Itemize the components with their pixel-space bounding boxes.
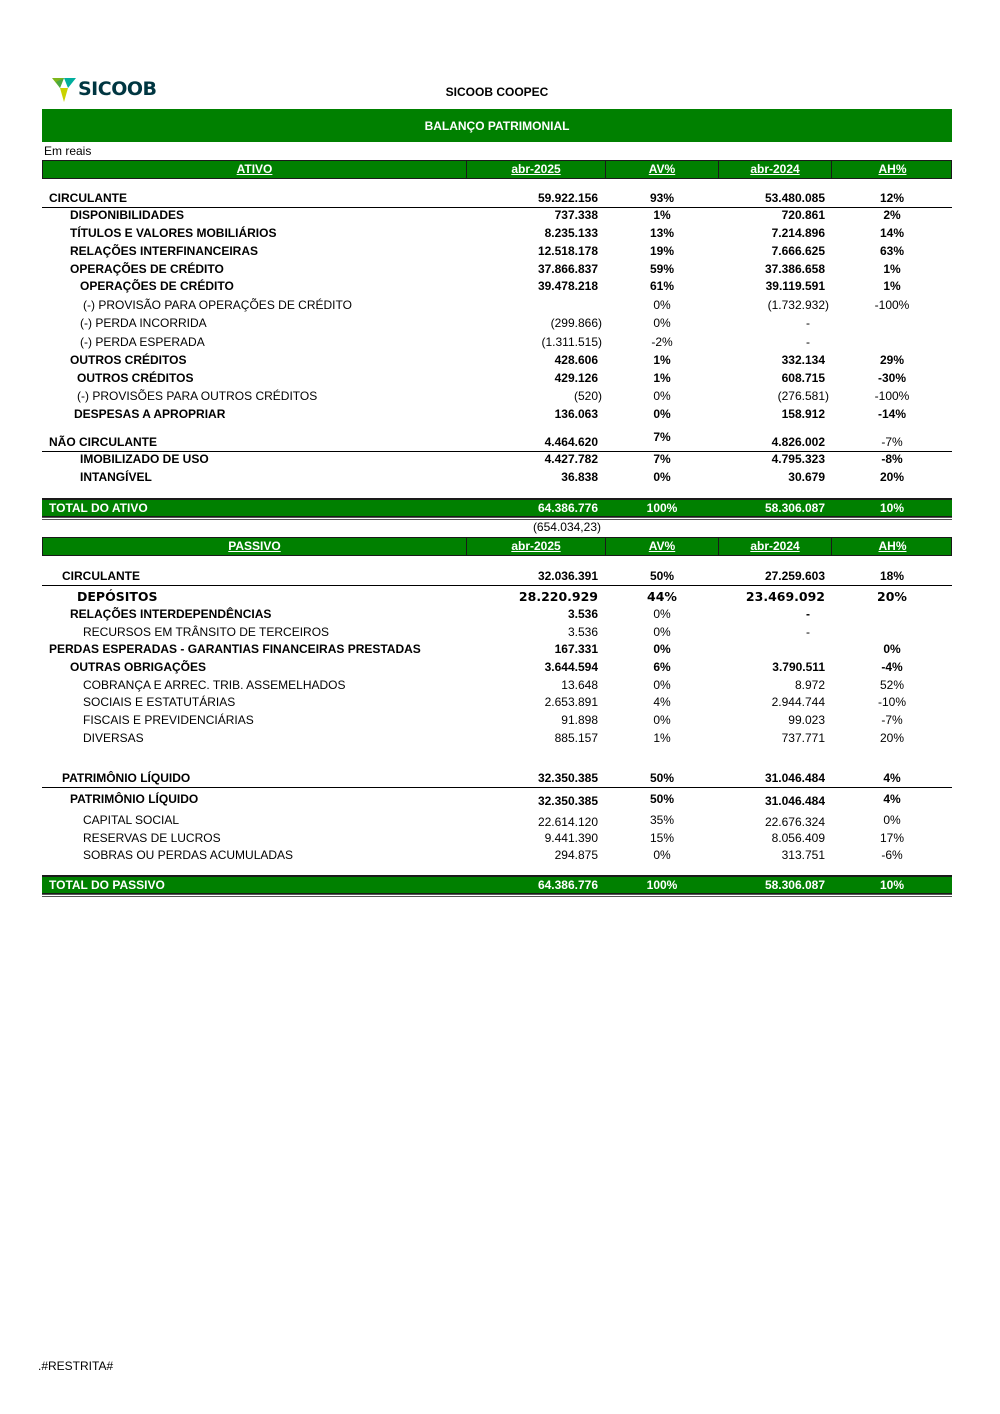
table-row — [42, 569, 952, 586]
row-label: INTANGÍVEL — [80, 470, 152, 484]
table-row — [42, 371, 952, 388]
table-row — [42, 848, 952, 865]
total-passivo-row — [42, 875, 952, 894]
value-abr-2025: 59.922.156 — [537, 191, 598, 205]
value-abr-2024: 37.386.658 — [764, 262, 825, 276]
value-ah: 4% — [883, 771, 901, 785]
value-abr-2024: 99.023 — [788, 713, 825, 727]
row-label: OPERAÇÕES DE CRÉDITO — [70, 262, 224, 276]
value-abr-2024: 31.046.484 — [764, 771, 825, 785]
total-label: TOTAL DO ATIVO — [49, 501, 148, 515]
value-abr-2025: 32.350.385 — [537, 794, 598, 808]
value-abr-2024: 23.469.092 — [745, 589, 825, 604]
value-av: 0% — [653, 848, 671, 862]
total-abr-2024: 58.306.087 — [764, 878, 825, 892]
value-ah: 52% — [879, 678, 905, 692]
value-av: 7% — [653, 430, 671, 444]
row-label: (-) PROVISÕES PARA OUTROS CRÉDITOS — [77, 389, 318, 403]
value-av: 35% — [649, 813, 675, 827]
value-av: 93% — [649, 191, 675, 205]
value-abr-2025: 28.220.929 — [518, 589, 598, 604]
value-abr-2024: - — [806, 316, 810, 330]
value-abr-2025: 22.614.120 — [537, 815, 598, 829]
value-ah: -30% — [877, 371, 906, 385]
value-av: 19% — [649, 244, 675, 258]
value-abr-2024: 39.119.591 — [765, 279, 825, 293]
row-label: RECURSOS EM TRÂNSITO DE TERCEIROS — [83, 625, 330, 639]
value-av: 4% — [653, 695, 671, 709]
total-av: 100% — [646, 501, 678, 515]
value-abr-2025: 4.464.620 — [544, 435, 598, 449]
col-header-abr-2024: abr-2024 — [719, 161, 832, 178]
row-label: DIVERSAS — [83, 731, 144, 745]
value-abr-2025: 36.838 — [561, 470, 598, 484]
col-header-ativo: ATIVO — [43, 161, 467, 178]
row-label: FISCAIS E PREVIDENCIÁRIAS — [83, 713, 254, 727]
value-av: 1% — [653, 731, 671, 745]
row-label: DESPESAS A APROPRIAR — [74, 407, 226, 421]
value-abr-2025: (1.311.515) — [541, 335, 602, 349]
report-title-bar — [42, 109, 952, 142]
value-abr-2025: 32.036.391 — [537, 569, 598, 583]
value-ah: 4% — [883, 792, 901, 806]
value-av: 44% — [647, 589, 677, 604]
value-ah: 63% — [879, 244, 905, 258]
value-abr-2024: - — [806, 335, 810, 349]
total-abr-2024: 58.306.087 — [764, 501, 825, 515]
row-label: CIRCULANTE — [62, 569, 140, 583]
table-row — [42, 695, 952, 712]
ativo-table-header — [42, 160, 952, 179]
table-row — [42, 792, 952, 809]
difference-note: (654.034,23) — [532, 520, 601, 534]
value-av: 0% — [653, 298, 671, 312]
value-abr-2025: 167.331 — [554, 642, 598, 656]
value-abr-2024: (276.581) — [777, 389, 829, 403]
value-ah: -100% — [874, 389, 910, 403]
value-ah: -7% — [881, 713, 903, 727]
value-av: 6% — [653, 660, 671, 674]
double-rule — [42, 894, 952, 897]
value-av: 15% — [649, 831, 675, 845]
value-abr-2024: 7.214.896 — [771, 226, 825, 240]
table-row — [42, 298, 952, 315]
value-ah: 1% — [883, 262, 901, 276]
value-ah: 20% — [877, 589, 907, 604]
value-av: 61% — [649, 279, 675, 293]
table-row — [42, 713, 952, 730]
row-label: PATRIMÔNIO LÍQUIDO — [70, 792, 199, 806]
table-row — [42, 316, 952, 333]
value-abr-2025: 9.441.390 — [544, 831, 598, 845]
table-row — [42, 191, 952, 208]
row-label: IMOBILIZADO DE USO — [80, 452, 209, 466]
table-row — [42, 452, 952, 469]
value-ah: -14% — [877, 407, 906, 421]
value-abr-2025: 429.126 — [554, 371, 598, 385]
value-av: 59% — [649, 262, 675, 276]
value-abr-2024: 608.715 — [781, 371, 825, 385]
row-label: SOCIAIS E ESTATUTÁRIAS — [83, 695, 236, 709]
row-label: SOBRAS OU PERDAS ACUMULADAS — [83, 848, 294, 862]
table-row — [42, 244, 952, 261]
table-row — [42, 678, 952, 695]
value-abr-2025: 37.866.837 — [537, 262, 598, 276]
value-av: 1% — [653, 353, 671, 367]
table-row — [42, 589, 952, 606]
value-ah: 0% — [883, 642, 901, 656]
value-ah: -7% — [881, 435, 903, 449]
value-abr-2024: 3.790.511 — [772, 660, 825, 674]
row-label: (-) PERDA INCORRIDA — [80, 316, 207, 330]
row-label: COBRANÇA E ARREC. TRIB. ASSEMELHADOS — [83, 678, 346, 692]
row-label: OUTRAS OBRIGAÇÕES — [70, 660, 207, 674]
table-row — [42, 353, 952, 370]
unit-note: Em reais — [44, 144, 92, 158]
col-header-av: AV% — [606, 161, 719, 178]
total-abr-2025: 64.386.776 — [537, 878, 598, 892]
value-abr-2025: 2.653.891 — [544, 695, 598, 709]
classification-label: .#RESTRITA# — [38, 1359, 114, 1373]
value-abr-2024: 7.666.625 — [771, 244, 825, 258]
value-av: 0% — [653, 713, 671, 727]
value-abr-2025: 4.427.782 — [544, 452, 598, 466]
value-av: 0% — [653, 678, 671, 692]
value-abr-2024: 4.795.323 — [771, 452, 825, 466]
row-label: OUTROS CRÉDITOS — [70, 353, 187, 367]
value-abr-2025: 136.063 — [554, 407, 598, 421]
value-ah: 20% — [879, 731, 905, 745]
total-label: TOTAL DO PASSIVO — [49, 878, 165, 892]
value-ah: -6% — [881, 848, 903, 862]
double-rule — [42, 517, 952, 520]
col-header-ah: AH% — [878, 539, 907, 553]
value-abr-2024: 158.912 — [781, 407, 825, 421]
table-row — [42, 407, 952, 424]
value-abr-2024: 53.480.085 — [764, 191, 825, 205]
value-abr-2025: 91.898 — [561, 713, 598, 727]
table-row — [42, 642, 952, 659]
value-abr-2024: 27.259.603 — [764, 569, 825, 583]
row-label: RESERVAS DE LUCROS — [83, 831, 221, 845]
value-abr-2025: (520) — [573, 389, 602, 403]
total-ah: 10% — [879, 501, 905, 515]
table-row — [42, 625, 952, 642]
value-abr-2024: (1.732.932) — [767, 298, 829, 312]
row-label: OUTROS CRÉDITOS — [77, 371, 194, 385]
table-row — [42, 430, 952, 452]
value-av: 1% — [653, 208, 671, 222]
value-ah: -10% — [877, 695, 906, 709]
value-ah: 0% — [883, 813, 901, 827]
table-row — [42, 335, 952, 352]
row-label: DISPONIBILIDADES — [70, 208, 185, 222]
value-av: 13% — [649, 226, 675, 240]
value-av: 50% — [649, 792, 675, 806]
value-av: 7% — [653, 452, 671, 466]
value-abr-2024: 8.056.409 — [771, 831, 825, 845]
row-label: NÃO CIRCULANTE — [49, 435, 157, 449]
value-av: 50% — [649, 569, 675, 583]
value-abr-2025: 885.157 — [554, 731, 598, 745]
total-ah: 10% — [879, 878, 905, 892]
value-ah: 17% — [879, 831, 905, 845]
table-row — [42, 607, 952, 624]
table-row — [42, 660, 952, 677]
value-abr-2024: 31.046.484 — [764, 794, 825, 808]
value-abr-2024: 22.676.324 — [764, 815, 825, 829]
value-av: 0% — [653, 407, 671, 421]
value-av: 50% — [649, 771, 675, 785]
logo-text: SICOOB — [78, 78, 157, 100]
report-title: BALANÇO PATRIMONIAL — [424, 118, 570, 133]
row-label: CAPITAL SOCIAL — [83, 813, 180, 827]
value-ah: 18% — [879, 569, 905, 583]
value-ah: 1% — [883, 279, 901, 293]
value-av: -2% — [651, 335, 673, 349]
col-header-abr-2025: abr-2025 — [467, 161, 606, 178]
row-label: PERDAS ESPERADAS - GARANTIAS FINANCEIRAS PRESTADAS — [49, 642, 421, 656]
value-abr-2024: 737.771 — [781, 731, 825, 745]
value-av: 0% — [653, 607, 671, 621]
value-av: 0% — [653, 389, 671, 403]
row-label: PATRIMÔNIO LÍQUIDO — [62, 771, 191, 785]
row-label: (-) PERDA ESPERADA — [80, 335, 205, 349]
value-abr-2025: 32.350.385 — [537, 771, 598, 785]
value-abr-2025: 3.536 — [567, 607, 598, 621]
value-abr-2025: 13.648 — [561, 678, 598, 692]
value-av: 0% — [653, 642, 671, 656]
value-abr-2024: 720.861 — [781, 208, 825, 222]
value-abr-2024: - — [806, 607, 810, 621]
value-abr-2024: - — [806, 625, 810, 639]
value-av: 0% — [653, 470, 671, 484]
passivo-table-header — [42, 537, 952, 556]
table-row — [42, 831, 952, 848]
col-header-abr-2024: abr-2024 — [719, 538, 832, 555]
row-label: (-) PROVISÃO PARA OPERAÇÕES DE CRÉDITO — [83, 298, 352, 312]
value-ah: -8% — [881, 452, 903, 466]
col-header-ah: AH% — [878, 162, 907, 176]
table-row — [42, 208, 952, 225]
row-label: DEPÓSITOS — [77, 589, 158, 604]
row-label: CIRCULANTE — [49, 191, 127, 205]
value-ah: 14% — [879, 226, 905, 240]
table-row — [42, 226, 952, 243]
row-label: TÍTULOS E VALORES MOBILIÁRIOS — [70, 226, 277, 240]
value-abr-2024: 332.134 — [781, 353, 825, 367]
value-abr-2025: 39.478.218 — [537, 279, 598, 293]
total-ativo-row — [42, 498, 952, 517]
row-label: RELAÇÕES INTERFINANCEIRAS — [70, 244, 259, 258]
table-row — [42, 731, 952, 748]
value-av: 0% — [653, 625, 671, 639]
col-header-av: AV% — [606, 538, 719, 555]
value-abr-2025: 294.875 — [554, 848, 598, 862]
value-abr-2025: 3.536 — [567, 625, 598, 639]
table-row — [42, 771, 952, 788]
value-abr-2025: 8.235.133 — [544, 226, 598, 240]
table-row — [42, 279, 952, 296]
table-row — [42, 262, 952, 279]
value-abr-2025: 12.518.178 — [537, 244, 598, 258]
value-av: 0% — [653, 316, 671, 330]
value-abr-2025: 737.338 — [554, 208, 598, 222]
value-ah: 12% — [879, 191, 905, 205]
value-av: 1% — [653, 371, 671, 385]
row-label: OPERAÇÕES DE CRÉDITO — [80, 279, 234, 293]
total-abr-2025: 64.386.776 — [537, 501, 598, 515]
value-ah: 20% — [879, 470, 905, 484]
value-ah: 29% — [879, 353, 905, 367]
col-header-passivo: PASSIVO — [43, 538, 467, 555]
value-ah: -4% — [881, 660, 903, 674]
table-row — [42, 389, 952, 406]
value-abr-2024: 313.751 — [781, 848, 825, 862]
total-av: 100% — [646, 878, 678, 892]
col-header-abr-2025: abr-2025 — [467, 538, 606, 555]
value-ah: -100% — [874, 298, 910, 312]
value-abr-2024: 8.972 — [794, 678, 825, 692]
value-ah: 2% — [883, 208, 901, 222]
value-abr-2024: 2.944.744 — [771, 695, 825, 709]
value-abr-2024: 30.679 — [788, 470, 825, 484]
company-name: SICOOB COOPEC — [445, 85, 549, 99]
table-row — [42, 470, 952, 487]
table-row — [42, 813, 952, 830]
value-abr-2025: (299.866) — [550, 316, 602, 330]
value-abr-2025: 3.644.594 — [544, 660, 598, 674]
value-abr-2025: 428.606 — [554, 353, 598, 367]
value-abr-2024: 4.826.002 — [771, 435, 825, 449]
row-label: RELAÇÕES INTERDEPENDÊNCIAS — [70, 607, 272, 621]
